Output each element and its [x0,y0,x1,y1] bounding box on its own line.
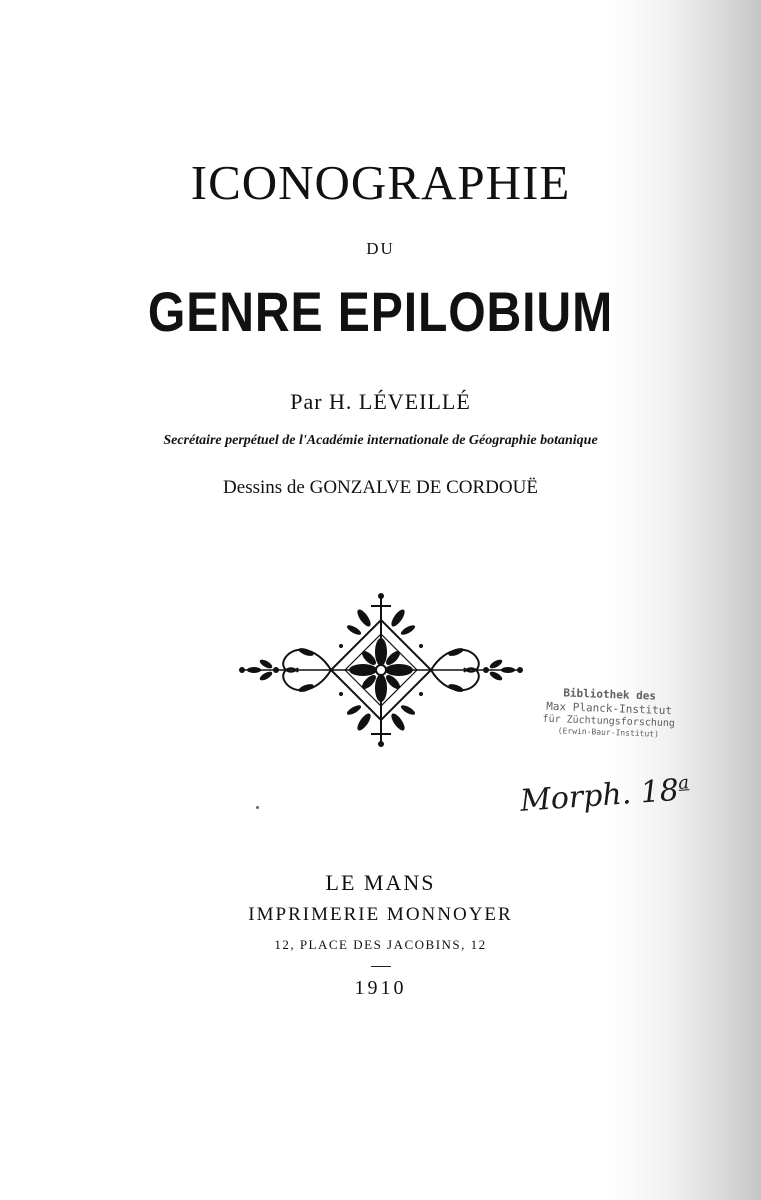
illustrator-credit [0,478,761,497]
floral-ornament-icon [236,590,526,750]
author-position: Secrétaire perpétuel de l'Académie internationale de Géographie botanique [163,433,598,448]
title-line-1: ICONOGRAPHIE [190,155,571,210]
imprint-address: 12, PLACE DES JACOBINS, 12 [274,937,487,952]
handwritten-shelfmark [519,772,691,819]
stamp-line-3: für Züchtungsforschung [542,713,676,729]
illustrator-name: GONZALVE DE CORDOUË [309,477,538,498]
imprint-city: LE MANS [325,870,436,895]
shelfmark-suffix: a [677,772,690,794]
library-stamp [523,685,695,741]
title-line-2: GENRE EPILOBIUM [147,280,614,343]
drawings-label: Dessins de [223,477,305,498]
stamp-line-2: Max Planck-Institut [546,699,673,717]
imprint-printer: IMPRIMERIE MONNOYER [248,904,513,925]
shelfmark-main: Morph. 18 [518,772,680,819]
stamp-line-1: Bibliothek des [563,686,657,703]
imprint-divider [371,966,391,967]
title-connector: DU [366,239,395,258]
author-byline: Par H. LÉVEILLÉ [290,389,471,414]
imprint-year: 1910 [354,977,407,999]
paper-speck [256,806,259,809]
stamp-line-4: (Erwin-Baur-Institut) [557,726,660,739]
